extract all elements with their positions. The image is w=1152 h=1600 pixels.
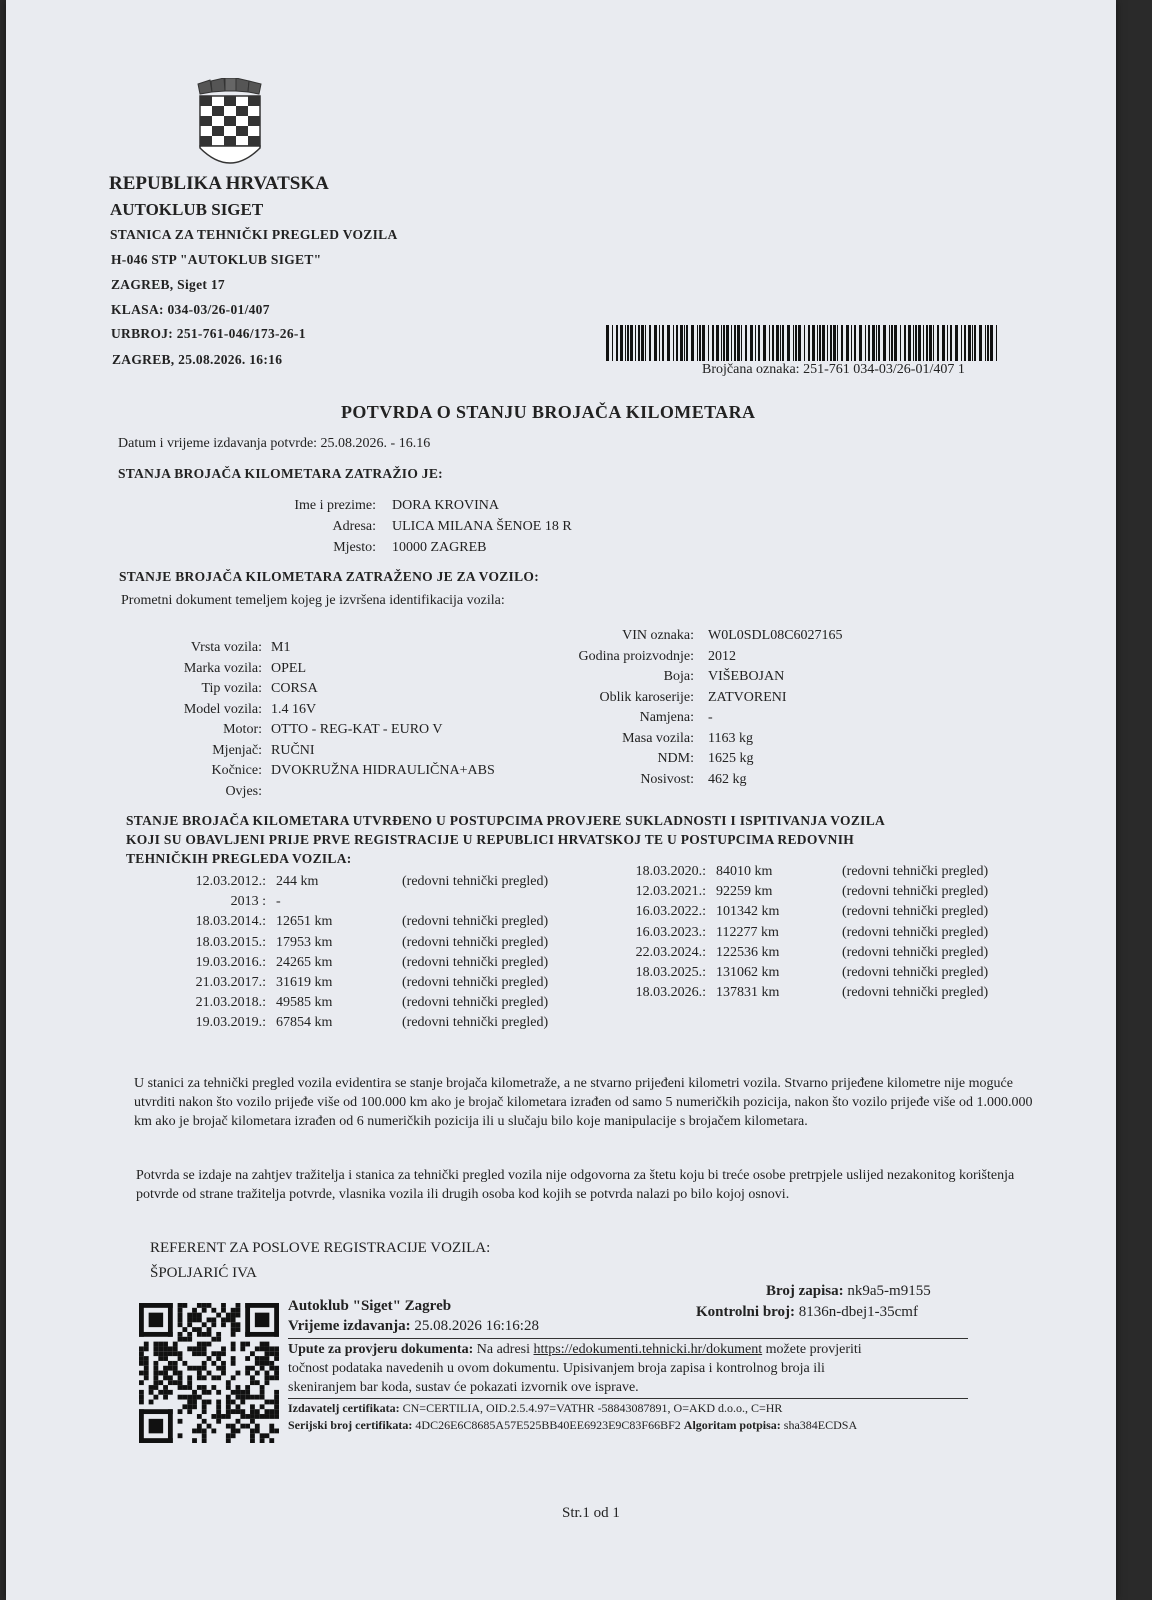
requester-field-value: 10000 ZAGREB — [392, 540, 487, 555]
reading-note: (redovni tehnički pregled) — [842, 864, 989, 879]
reading-date: 18.03.2025.: — [635, 965, 706, 980]
vehicle-field-label: Nosivost: — [640, 771, 694, 787]
reading-km: 131062 km — [716, 965, 780, 980]
reading-km: 84010 km — [716, 864, 773, 879]
page-number: Str.1 od 1 — [562, 1505, 620, 1521]
vehicle-field-value: M1 — [271, 640, 291, 655]
issue-date: Datum i vrijeme izdavanja potvrde: 25.08.2026. - 16.16 — [118, 436, 431, 451]
barcode-label: Brojčana oznaka: 251-761 034-03/26-01/407 1 — [702, 362, 965, 377]
place-date: ZAGREB, 25.08.2026. 16:16 — [112, 352, 283, 367]
footer-time-label: Vrijeme izdavanja: — [288, 1318, 411, 1334]
record-number-value: nk9a5-m9155 — [847, 1283, 931, 1299]
vehicle-field-value: VIŠEBOJAN — [708, 669, 785, 684]
reading-note: (redovni tehnički pregled) — [842, 965, 989, 980]
vehicle-field-value: ZATVORENI — [708, 689, 787, 705]
reading-km: 67854 km — [276, 1015, 333, 1031]
reading-km: - — [276, 894, 281, 910]
vehicle-field-label: Oblik karoserije: — [599, 689, 694, 705]
vehicle-field-label: Motor: — [223, 722, 262, 737]
vehicle-field-label: Marka vozila: — [183, 660, 262, 676]
verify-label: Upute za provjeru dokumenta: — [288, 1342, 474, 1357]
vehicle-field-value: 1163 kg — [708, 730, 753, 746]
control-number-value: 8136n-dbej1-35cmf — [798, 1304, 918, 1320]
vehicle-heading: STANJE BROJAČA KILOMETARA ZATRAŽENO JE ZA VOZILO: — [119, 569, 540, 584]
verify-line-1 — [288, 1342, 862, 1358]
cert-serial-label: Serijski broj certifikata: — [288, 1418, 413, 1432]
document-title: POTVRDA O STANJU BROJAČA KILOMETARA — [341, 402, 756, 422]
vehicle-field-value: W0L0SDL08C6027165 — [708, 628, 843, 643]
vehicle-field-label: Vrsta vozila: — [190, 640, 262, 655]
vehicle-field-label: Boja: — [663, 669, 694, 684]
requester-field-label: Ime i prezime: — [294, 498, 376, 513]
footer-divider — [288, 1338, 968, 1339]
vehicle-field-label: Masa vozila: — [622, 730, 694, 746]
qr-code-icon[interactable] — [139, 1303, 279, 1443]
requester-field-value: DORA KROVINA — [392, 498, 499, 513]
record-number-label: Broj zapisa: — [766, 1283, 844, 1299]
reading-km: 101342 km — [716, 904, 780, 920]
control-number — [696, 1304, 918, 1321]
reading-km: 112277 km — [716, 924, 779, 940]
vehicle-field-label: Kočnice: — [211, 763, 262, 778]
org-name: AUTOKLUB SIGET — [110, 200, 264, 219]
referent-name: ŠPOLJARIĆ IVA — [150, 1265, 257, 1281]
requester-field-label: Mjesto: — [333, 540, 376, 555]
reading-date: 18.03.2020.: — [635, 864, 706, 879]
reading-date: 21.03.2018.: — [195, 995, 266, 1011]
verify-url-link[interactable]: https://edokumenti.tehnicki.hr/dokument — [533, 1342, 763, 1357]
footer-time — [288, 1318, 539, 1335]
country-name: REPUBLIKA HRVATSKA — [109, 173, 329, 194]
reading-note: (redovni tehnički pregled) — [402, 995, 549, 1011]
cert-serial-value: 4DC26E6C8685A57E525BB40EE6923E9C83F66BF2 — [415, 1418, 681, 1432]
verify-line-2: točnost podataka navedenih u ovom dokumentu. Upisivanjem broja zapisa i kontrolnog broja ili — [288, 1361, 825, 1376]
vehicle-field-label: Mjenjač: — [212, 742, 262, 758]
algo-value: sha384ECDSA — [783, 1418, 858, 1432]
cert-issuer-label: Izdavatelj certifikata: — [288, 1401, 400, 1415]
vehicle-field-value: 2012 — [708, 648, 736, 664]
reading-km: 49585 km — [276, 995, 333, 1011]
footer-divider-2 — [288, 1398, 968, 1399]
requester-field-label: Adresa: — [332, 519, 376, 534]
verify-text-2: možete provjeriti — [765, 1342, 862, 1357]
document-sheet — [6, 0, 1116, 1600]
reading-date: 2013 : — [230, 894, 266, 910]
footer-time-value: 25.08.2026 16:16:28 — [414, 1318, 539, 1334]
referent-title: REFERENT ZA POSLOVE REGISTRACIJE VOZILA: — [150, 1240, 491, 1256]
reading-date: 16.03.2022.: — [635, 904, 706, 920]
reading-note: (redovni tehnički pregled) — [402, 975, 549, 990]
reading-note: (redovni tehnički pregled) — [842, 904, 989, 920]
vehicle-field-value: DVOKRUŽNA HIDRAULIČNA+ABS — [271, 763, 495, 778]
verify-text-1: Na adresi — [476, 1342, 531, 1357]
reading-date: 18.03.2014.: — [195, 914, 266, 930]
reading-note: (redovni tehnički pregled) — [842, 985, 989, 1001]
reading-km: 12651 km — [276, 914, 333, 930]
reading-km: 137831 km — [716, 985, 780, 1001]
vehicle-subheading: Prometni dokument temeljem kojeg je izvršena identifikacija vozila: — [121, 593, 505, 608]
footer-issuer: Autoklub "Siget" Zagreb — [288, 1298, 452, 1314]
station-name: STANICA ZA TEHNIČKI PREGLED VOZILA — [110, 227, 398, 242]
vehicle-field-label: Tip vozila: — [201, 681, 262, 696]
reading-km: 24265 km — [276, 954, 333, 970]
readings-heading-3: TEHNIČKIH PREGLEDA VOZILA: — [126, 851, 352, 866]
reading-date: 19.03.2019.: — [195, 1015, 266, 1031]
notice-liability: Potvrda se izdaje na zahtjev tražitelja i stanica za tehnički pregled vozila nije odgovorna za štetu koju bi treće osobe pretrpjele uslijed nezakonitog korištenja potvrde od strane tražitelja potvrde, vlasnika vozila ili drugih osoba kod kojih se potvrda nalazi po bilo kojoj osnovi. — [136, 1168, 1015, 1202]
vehicle-field-value: - — [708, 710, 713, 725]
reading-note: (redovni tehnički pregled) — [402, 934, 549, 950]
cert-issuer — [288, 1401, 782, 1416]
vehicle-field-value: CORSA — [271, 681, 318, 696]
vehicle-field-value: RUČNI — [271, 742, 315, 758]
requester-field-value: ULICA MILANA ŠENOE 18 R — [392, 519, 572, 534]
vehicle-field-label: Namjena: — [639, 710, 694, 725]
klasa: KLASA: 034-03/26-01/407 — [111, 302, 270, 317]
reading-km: 17953 km — [276, 934, 333, 950]
vehicle-field-value: 462 kg — [708, 771, 747, 787]
vehicle-field-value: 1625 kg — [708, 751, 754, 766]
vehicle-field-label: Model vozila: — [183, 701, 262, 717]
record-number — [766, 1283, 931, 1300]
cert-issuer-value: CN=CERTILIA, OID.2.5.4.97=VATHR -58843087891, O=AKD d.o.o., C=HR — [402, 1401, 783, 1415]
reading-note: (redovni tehnički pregled) — [842, 884, 989, 900]
requester-heading: STANJA BROJAČA KILOMETARA ZATRAŽIO JE: — [118, 466, 443, 481]
notice-odometer: U stanici za tehnički pregled vozila evidentira se stanje brojača kilometraže, a ne stvarno prijeđeni kilometri vozila. Stvarno prijeđene kilometre nije moguće utvrditi nakon što vozilo prijeđe više od 100.000 km ako je brojač kilometara izrađen od samo 5 numeričkih pozicija, nakon što vozilo prijeđe više od 1.000.000 km ako je brojač kilometara izrađen od 6 numeričkih pozicija ili u slučaju bilo koje manipulacije s brojačem kilometara. — [134, 1076, 1033, 1129]
cert-serial — [288, 1418, 857, 1433]
control-number-label: Kontrolni broj: — [696, 1304, 796, 1320]
reading-km: 244 km — [276, 874, 319, 889]
vehicle-field-value: OTTO - REG-KAT - EURO V — [271, 722, 443, 737]
reading-km: 31619 km — [276, 975, 333, 990]
reading-note: (redovni tehnički pregled) — [842, 944, 989, 960]
reading-date: 18.03.2015.: — [195, 934, 266, 950]
reading-note: (redovni tehnički pregled) — [402, 1015, 549, 1031]
reading-date: 18.03.2026.: — [635, 985, 706, 1001]
reading-note: (redovni tehnički pregled) — [402, 874, 549, 889]
vehicle-field-label: Ovjes: — [225, 783, 262, 799]
urbroj: URBROJ: 251-761-046/173-26-1 — [111, 326, 306, 341]
reading-date: 12.03.2012.: — [195, 874, 266, 889]
station-code: H-046 STP "AUTOKLUB SIGET" — [111, 252, 322, 267]
reading-date: 19.03.2016.: — [195, 954, 266, 970]
reading-note: (redovni tehnički pregled) — [842, 924, 989, 940]
reading-km: 92259 km — [716, 884, 773, 900]
vehicle-field-value: OPEL — [271, 660, 306, 676]
coat-of-arms-icon — [194, 78, 266, 173]
algo-label: Algoritam potpisa: — [683, 1418, 781, 1432]
reading-note: (redovni tehnički pregled) — [402, 914, 549, 930]
vehicle-field-label: NDM: — [657, 751, 694, 766]
vehicle-field-value: 1.4 16V — [271, 701, 317, 717]
readings-heading-1: STANJE BROJAČA KILOMETARA UTVRĐENO U POSTUPCIMA PROVJERE SUKLADNOSTI I ISPITIVANJA VOZILA — [126, 813, 886, 828]
readings-heading-2: KOJI SU OBAVLJENI PRIJE PRVE REGISTRACIJE U REPUBLICI HRVATSKOJ TE U POSTUPCIMA REDOVNIH — [126, 832, 855, 847]
reading-date: 21.03.2017.: — [195, 975, 266, 990]
reading-date: 22.03.2024.: — [635, 944, 706, 960]
vehicle-field-label: VIN oznaka: — [622, 628, 694, 643]
station-address: ZAGREB, Siget 17 — [111, 277, 225, 292]
verify-line-3: skeniranjem bar koda, sustav će pokazati izvornik ove isprave. — [288, 1380, 639, 1395]
vehicle-field-label: Godina proizvodnje: — [578, 648, 694, 664]
reading-note: (redovni tehnički pregled) — [402, 954, 549, 970]
reading-km: 122536 km — [716, 944, 780, 960]
reading-date: 12.03.2021.: — [635, 884, 706, 900]
reading-date: 16.03.2023.: — [635, 924, 706, 940]
